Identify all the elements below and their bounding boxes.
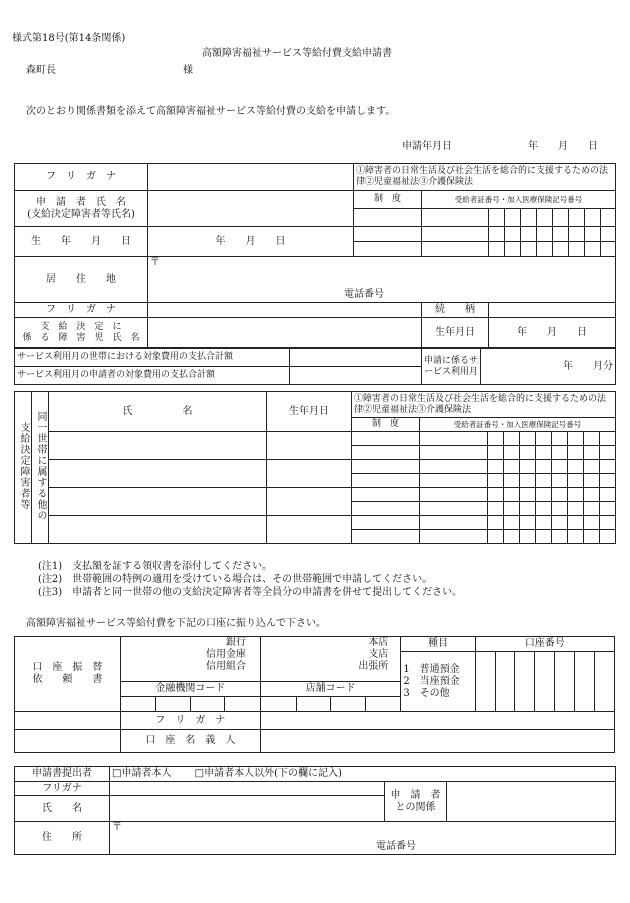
digit-cell[interactable] — [505, 209, 521, 227]
institution-code-header: 金融機関コード — [120, 682, 260, 697]
digit-cell[interactable] — [568, 530, 584, 544]
form-title: 高額障害福祉サービス等給付費支給申請書 — [202, 48, 392, 59]
household-law-options: ①障害者の日常生活及び社会生活を総合的に支援するための法律②児童福祉法③介護保険法 — [352, 392, 616, 418]
digit-cell[interactable] — [568, 516, 584, 530]
digit-cell[interactable] — [600, 432, 616, 446]
relation-field[interactable] — [489, 303, 616, 318]
digit-cell[interactable] — [420, 488, 488, 502]
child-name-label-line1: 支 給 決 定 に — [40, 321, 122, 332]
account-kind-options[interactable] — [401, 652, 475, 712]
digit-cell[interactable] — [521, 227, 537, 242]
digit-cell[interactable] — [600, 516, 616, 530]
digit-cell[interactable] — [552, 446, 568, 460]
household-birth-header: 生年月日 — [267, 392, 352, 432]
totals-table — [14, 348, 616, 385]
digit-cell[interactable] — [552, 488, 568, 502]
seido-header: 制 度 — [354, 191, 422, 209]
seido-cell[interactable] — [352, 446, 420, 460]
member-birth-field[interactable] — [267, 488, 352, 516]
digit-cell[interactable] — [520, 530, 536, 544]
digit-cell[interactable] — [600, 502, 616, 516]
household-total-label: サービス利用月の世帯における対象費用の支払合計額 — [15, 349, 290, 367]
child-name-label-line2: 係 る 障 害 児 氏 名 — [22, 332, 140, 343]
digit-cell[interactable] — [488, 460, 504, 474]
applicant-total-label: サービス利用月の申請者の対象費用の支払合計額 — [15, 367, 290, 385]
application-date-label: 申請年月日 — [402, 141, 452, 152]
account-digit-cell[interactable] — [575, 652, 595, 712]
account-digit-cell[interactable] — [475, 652, 495, 712]
branch-type-honten: 本店 — [368, 637, 389, 648]
digit-cell[interactable] — [422, 209, 489, 227]
digit-cell[interactable] — [536, 530, 552, 544]
digit-cell[interactable] — [536, 516, 552, 530]
digit-cell[interactable] — [568, 446, 584, 460]
bank-intro: 高額障害福祉サービス等給付費を下記の口座に振り込んで下さい。 — [26, 618, 326, 629]
digit-cell[interactable] — [584, 432, 600, 446]
addressee: 森町長 — [26, 65, 56, 76]
inst-type-kumiai: 信用組合 — [206, 661, 247, 672]
digit-cell[interactable] — [584, 474, 600, 488]
branch-type-shucchojo: 出張所 — [358, 661, 389, 672]
submitter-self-checkbox[interactable]: □申請者本人 — [112, 768, 172, 779]
account-digit-cell[interactable] — [515, 652, 535, 712]
digit-cell[interactable] — [521, 242, 537, 257]
digit-cell[interactable] — [520, 460, 536, 474]
furigana2-label: フ リ ガ ナ — [15, 303, 148, 318]
digit-cell[interactable] — [489, 227, 505, 242]
digit-cell[interactable] — [488, 446, 504, 460]
digit-cell[interactable] — [520, 516, 536, 530]
child-name-label — [15, 318, 148, 348]
bank-table — [14, 636, 615, 753]
digit-cell[interactable] — [601, 227, 616, 242]
member-name-field[interactable] — [49, 432, 267, 460]
account-holder-label: 口 座 名 義 人 — [120, 730, 260, 753]
bank-side-label-line2: 依 頼 書 — [32, 674, 103, 685]
account-digit-cell[interactable] — [594, 652, 614, 712]
note-3: (注3) 申請者と同一世帯の他の支給決定障害者等全員分の申請書を併せて提出してください。 — [38, 587, 463, 598]
kind-futsu[interactable]: 1 普通預金 — [403, 663, 460, 675]
digit-cell[interactable] — [601, 209, 616, 227]
submitter-options — [110, 767, 616, 782]
digit-cell[interactable] — [584, 530, 600, 544]
digit-cell[interactable] — [584, 502, 600, 516]
applicant-total-field[interactable] — [290, 367, 422, 385]
applicant-name-label-line2: (支給決定障害者等氏名) — [27, 208, 135, 220]
submitter-furigana-field[interactable] — [110, 782, 385, 796]
institution-code-cell[interactable] — [190, 697, 225, 712]
kind-toza[interactable]: 2 当座預金 — [403, 675, 460, 687]
account-digit-cell[interactable] — [535, 652, 555, 712]
digit-cell[interactable] — [420, 446, 488, 460]
household-jukyu-header: 受給者証番号・加入医療保険記号番号 — [420, 418, 616, 432]
digit-cell[interactable] — [537, 227, 553, 242]
address-field[interactable] — [148, 257, 616, 303]
institution-code-cell[interactable] — [120, 697, 156, 712]
digit-cell[interactable] — [521, 209, 537, 227]
birth-label: 生 年 月 日 — [15, 227, 148, 257]
digit-cell[interactable] — [568, 460, 584, 474]
intro-text: 次のとおり関係書類を添えて高額障害福祉サービス等給付費の支給を申請します。 — [26, 106, 396, 117]
inst-type-bank: 銀行 — [226, 637, 247, 648]
digit-cell[interactable] — [536, 432, 552, 446]
branch-code-cell[interactable] — [331, 697, 366, 712]
law-options[interactable]: ①障害者の日常生活及び社会生活を総合的に支援するための法律②児童福祉法③介護保険法 — [354, 164, 616, 191]
digit-cell[interactable] — [536, 446, 552, 460]
account-holder-field[interactable] — [261, 730, 615, 753]
service-month-label: 申請に係るサービス利用月 — [422, 349, 481, 385]
digit-cell[interactable] — [552, 530, 568, 544]
address-label: 居 住 地 — [15, 257, 148, 303]
child-birth-field[interactable]: 年 月 日 — [489, 318, 616, 348]
submitter-address-field[interactable] — [110, 822, 616, 855]
seido-cell[interactable] — [352, 516, 420, 530]
digit-cell[interactable] — [489, 242, 505, 257]
furigana-field[interactable] — [148, 164, 354, 191]
digit-cell[interactable] — [568, 502, 584, 516]
digit-cell[interactable] — [520, 446, 536, 460]
digit-cell[interactable] — [520, 488, 536, 502]
member-birth-field[interactable] — [267, 432, 352, 460]
digit-cell[interactable] — [504, 460, 520, 474]
digit-cell[interactable] — [585, 209, 601, 227]
digit-cell[interactable] — [504, 516, 520, 530]
child-name-field[interactable] — [148, 318, 422, 348]
digit-cell[interactable] — [600, 488, 616, 502]
note-2: (注2) 世帯範囲の特例の適用を受けている場合は、その世帯範囲で申請してください。 — [38, 574, 433, 585]
digit-cell[interactable] — [552, 516, 568, 530]
digit-cell[interactable] — [420, 516, 488, 530]
digit-cell[interactable] — [504, 502, 520, 516]
digit-cell[interactable] — [569, 242, 585, 257]
digit-cell[interactable] — [585, 227, 601, 242]
submitter-furigana-label: フリガナ — [15, 782, 110, 796]
digit-cell[interactable] — [488, 530, 504, 544]
digit-cell[interactable] — [585, 242, 601, 257]
digit-cell[interactable] — [504, 530, 520, 544]
application-date-field[interactable]: 年 月 日 — [528, 141, 598, 152]
digit-cell[interactable] — [568, 474, 584, 488]
digit-cell[interactable] — [505, 227, 521, 242]
digit-cell[interactable] — [420, 502, 488, 516]
child-birth-label: 生年月日 — [422, 318, 489, 348]
member-birth-field[interactable] — [267, 460, 352, 488]
digit-cell[interactable] — [537, 242, 553, 257]
household-side-label-b — [32, 392, 49, 544]
inst-type-shinkin: 信用金庫 — [206, 649, 247, 660]
digit-cell[interactable] — [536, 488, 552, 502]
household-seido-header: 制 度 — [352, 418, 420, 432]
digit-cell[interactable] — [504, 446, 520, 460]
branch-code-header: 店舗コード — [261, 682, 401, 697]
digit-cell[interactable] — [420, 432, 488, 446]
service-month-field[interactable]: 年 月分 — [481, 349, 616, 385]
branch-name-field[interactable] — [261, 637, 401, 682]
digit-cell[interactable] — [488, 488, 504, 502]
postal-mark: 〒 — [150, 257, 160, 268]
member-name-field[interactable] — [49, 488, 267, 516]
bank-side-spacer — [15, 730, 121, 753]
kind-header: 種目 — [401, 637, 475, 652]
digit-cell[interactable] — [569, 209, 585, 227]
submitter-name-label: 氏 名 — [15, 796, 110, 822]
digit-cell[interactable] — [600, 530, 616, 544]
applicant-name-label-line1: 申 請 者 氏 名 — [36, 196, 126, 208]
digit-cell[interactable] — [520, 474, 536, 488]
applicant-name-label — [15, 191, 148, 227]
digit-cell[interactable] — [488, 474, 504, 488]
branch-type-shiten: 支店 — [368, 649, 389, 660]
digit-cell[interactable] — [536, 474, 552, 488]
household-total-field[interactable] — [290, 349, 422, 367]
digit-cell[interactable] — [504, 474, 520, 488]
digit-cell[interactable] — [488, 516, 504, 530]
seido-cell[interactable] — [352, 488, 420, 502]
seido-cell[interactable] — [352, 502, 420, 516]
digit-cell[interactable] — [552, 460, 568, 474]
applicant-table — [14, 163, 616, 348]
seido-cell[interactable] — [354, 209, 422, 227]
digit-cell[interactable] — [584, 516, 600, 530]
bank-side-label-line1: 口 座 振 替 — [32, 662, 103, 673]
branch-code-cell[interactable] — [296, 697, 331, 712]
digit-cell[interactable] — [553, 227, 569, 242]
digit-cell[interactable] — [584, 460, 600, 474]
digit-cell[interactable] — [552, 432, 568, 446]
digit-cell[interactable] — [420, 460, 488, 474]
submitter-address-label: 住 所 — [15, 822, 110, 855]
seido-cell[interactable] — [352, 432, 420, 446]
digit-cell[interactable] — [420, 530, 488, 544]
digit-cell[interactable] — [601, 242, 616, 257]
digit-cell[interactable] — [568, 432, 584, 446]
household-side-label-a — [15, 392, 32, 544]
relation-label: 続 柄 — [422, 303, 489, 318]
digit-cell[interactable] — [420, 474, 488, 488]
member-name-field[interactable] — [49, 460, 267, 488]
digit-cell[interactable] — [552, 502, 568, 516]
household-side-text-b: 同一世帯に属する他の — [35, 410, 46, 521]
submitter-relation-label: 申 請 者との関係 — [385, 782, 447, 822]
digit-cell[interactable] — [553, 242, 569, 257]
account-number-header: 口座番号 — [475, 637, 614, 652]
birth-field[interactable]: 年 月 日 — [148, 227, 354, 257]
institution-name-field[interactable] — [120, 637, 260, 682]
digit-cell[interactable] — [537, 209, 553, 227]
branch-code-cell[interactable] — [365, 697, 401, 712]
account-digit-cell[interactable] — [495, 652, 515, 712]
digit-cell[interactable] — [600, 446, 616, 460]
account-furigana-label: フ リ ガ ナ — [120, 712, 260, 730]
submitter-label: 申請書提出者 — [15, 767, 110, 782]
digit-cell[interactable] — [584, 488, 600, 502]
bank-side-label — [15, 637, 121, 712]
note-1: (注1) 支払額を証する領収書を添付してください。 — [38, 561, 273, 572]
seido-cell[interactable] — [352, 474, 420, 488]
digit-cell[interactable] — [505, 242, 521, 257]
institution-code-cell[interactable] — [225, 697, 261, 712]
digit-cell[interactable] — [520, 502, 536, 516]
digit-cell[interactable] — [553, 209, 569, 227]
phone-label: 電話番号 — [344, 289, 384, 300]
jukyu-header: 受給者証番号・加入医療保険記号番号 — [422, 191, 616, 209]
applicant-name-field[interactable] — [148, 191, 354, 227]
submitter-postal-mark: 〒 — [112, 822, 122, 833]
digit-cell[interactable] — [488, 502, 504, 516]
seido-cell[interactable] — [354, 242, 422, 257]
submitter-other-checkbox[interactable]: □申請者本人以外(下の欄に記入) — [194, 768, 342, 779]
furigana-label: フ リ ガ ナ — [15, 164, 148, 191]
seido-cell[interactable] — [354, 227, 422, 242]
submitter-phone-label: 電話番号 — [376, 841, 416, 852]
member-name-field[interactable] — [49, 516, 267, 544]
digit-cell[interactable] — [568, 488, 584, 502]
member-birth-field[interactable] — [267, 516, 352, 544]
submitter-name-field[interactable] — [110, 796, 385, 822]
digit-cell[interactable] — [536, 502, 552, 516]
account-digit-cell[interactable] — [555, 652, 575, 712]
submitter-table — [14, 766, 616, 855]
digit-cell[interactable] — [536, 460, 552, 474]
institution-code-cell[interactable] — [156, 697, 191, 712]
kind-other[interactable]: 3 その他 — [403, 687, 450, 699]
digit-cell[interactable] — [569, 227, 585, 242]
addressee-honorific: 様 — [183, 65, 193, 76]
digit-cell[interactable] — [552, 474, 568, 488]
branch-code-cell[interactable] — [261, 697, 297, 712]
digit-cell[interactable] — [600, 460, 616, 474]
household-name-header: 氏 名 — [49, 392, 267, 432]
digit-cell[interactable] — [504, 432, 520, 446]
digit-cell[interactable] — [422, 227, 489, 242]
household-side-text-a: 支給決定障害者等 — [18, 421, 29, 510]
digit-cell[interactable] — [504, 488, 520, 502]
household-table — [14, 391, 616, 544]
account-furigana-field[interactable] — [261, 712, 615, 730]
seido-cell[interactable] — [352, 460, 420, 474]
furigana2-field[interactable] — [148, 303, 422, 318]
digit-cell[interactable] — [488, 432, 504, 446]
digit-cell[interactable] — [584, 446, 600, 460]
digit-cell[interactable] — [422, 242, 489, 257]
digit-cell[interactable] — [489, 209, 505, 227]
digit-cell[interactable] — [520, 432, 536, 446]
bank-side-spacer — [15, 712, 121, 730]
seido-cell[interactable] — [352, 530, 420, 544]
digit-cell[interactable] — [600, 474, 616, 488]
submitter-relation-field[interactable] — [447, 782, 616, 822]
form-number: 様式第18号(第14条関係) — [12, 33, 126, 44]
